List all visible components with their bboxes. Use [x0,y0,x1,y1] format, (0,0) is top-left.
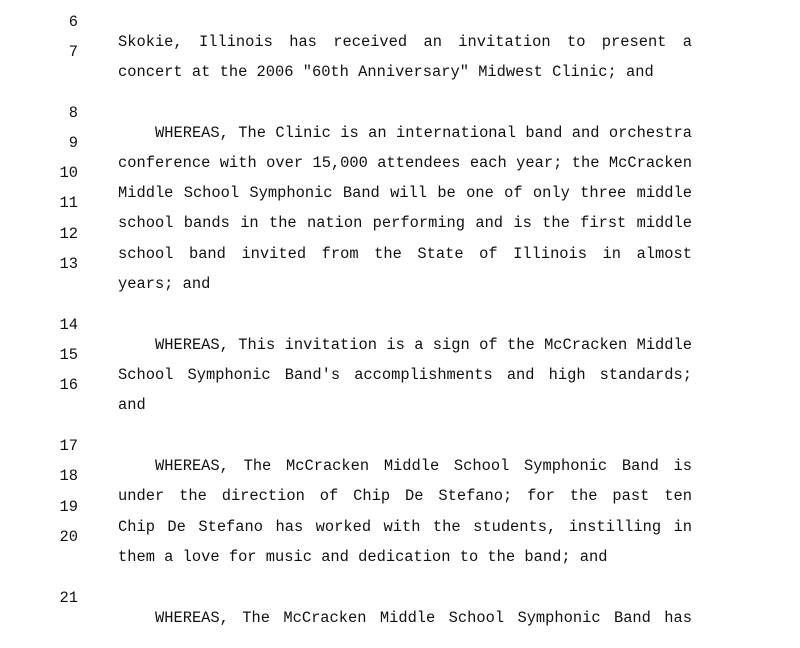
line-number: 16 [59,376,78,394]
line-text: WHEREAS, The Clinic is an international band and orchestra [155,124,692,142]
document-line [0,0,800,51]
line-number: 19 [59,498,78,516]
line-number: 6 [68,13,78,31]
line-number: 15 [59,346,78,364]
document-line [0,416,800,475]
line-text: conference with over 15,000 attendees each year; the McCracken [118,154,692,172]
line-text: school bands in the nation performing and is the first middle [118,214,692,232]
line-text: WHEREAS, The McCracken Middle School Symphonic Band has [155,609,692,627]
line-text: school band invited from the State of Illinois in almost [118,245,692,263]
line-text: School Symphonic Band's accomplishments and high standards; [118,366,692,384]
document-line [0,295,800,354]
line-number: 18 [59,467,78,485]
line-text: them a love for music and dedication to the band; and [118,548,608,566]
document-line [0,113,800,172]
line-text: concert at the 2006 "60th Anniversary" Midwest Clinic; and [118,63,654,81]
document-line [0,143,800,202]
line-number: 10 [59,164,78,182]
line-text: WHEREAS, The McCracken Middle School Symphonic Band is [155,457,692,475]
line-text: years; and [118,275,211,293]
line-number: 20 [59,528,78,546]
document-line [0,446,800,505]
document-line [0,22,800,81]
line-text: under the direction of Chip De Stefano; for the past ten [118,487,692,505]
line-text: Skokie, Illinois has received an invitation to present a [118,33,692,51]
document-line [0,234,800,293]
line-number: 13 [59,255,78,273]
line-number: 11 [59,194,78,212]
document-line [0,355,800,414]
line-text: Chip De Stefano has worked with the students, instilling in [118,518,692,536]
line-number: 9 [68,134,78,152]
line-number: 7 [68,43,78,61]
document-line [0,325,800,384]
document-line [0,568,800,627]
line-text: WHEREAS, This invitation is a sign of the McCracken Middle [155,336,692,354]
line-number: 14 [59,316,78,334]
line-number: 21 [59,589,78,607]
line-number: 12 [59,225,78,243]
line-text: and [118,396,146,414]
line-text: Middle School Symphonic Band will be one of only three middle [118,184,692,202]
document-line [0,83,800,142]
line-number: 17 [59,437,78,455]
document-line [0,204,800,263]
document-line [0,173,800,232]
line-number: 8 [68,104,78,122]
document-line [0,477,800,536]
document-line [0,507,800,566]
